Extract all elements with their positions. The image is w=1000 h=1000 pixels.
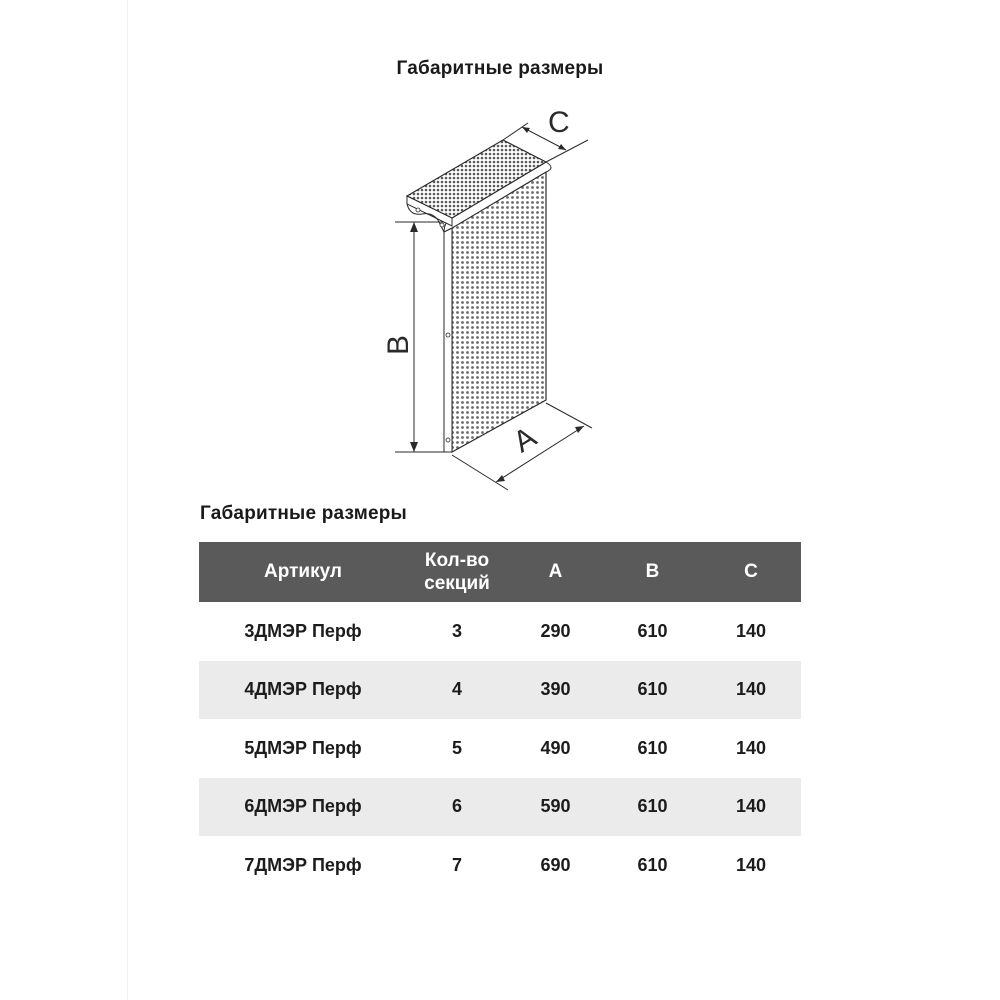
table-title: Габаритные размеры: [200, 503, 407, 524]
header-article: Артикул: [264, 561, 342, 582]
cell-sections: 7: [451, 854, 462, 875]
cell-a: 690: [540, 854, 571, 875]
cell-article: 5ДМЭР Перф: [244, 737, 362, 758]
cell-a: 590: [540, 796, 571, 817]
cell-b: 610: [637, 620, 668, 641]
header-sections-line2: секций: [424, 573, 490, 594]
cell-b: 610: [637, 796, 668, 817]
side-flange: [444, 228, 452, 452]
dimension-c-label: C: [548, 106, 570, 139]
header-a: A: [548, 561, 563, 582]
cell-a: 490: [540, 737, 571, 758]
radiator-screen-drawing: [360, 95, 620, 495]
cell-b: 610: [637, 679, 668, 700]
header-sections-line1: Кол-во: [424, 550, 490, 571]
header-sections: [407, 549, 507, 595]
header-b: B: [645, 561, 660, 582]
cell-article: 3ДМЭР Перф: [244, 620, 362, 641]
header-c: C: [744, 561, 758, 582]
table-row: [199, 661, 801, 720]
table-header: [199, 542, 801, 602]
cell-c: 140: [735, 796, 767, 817]
table-row: [199, 778, 801, 837]
cell-sections: 3: [451, 620, 462, 641]
table-row: [199, 602, 801, 661]
cell-a: 390: [540, 679, 571, 700]
dimensions-table: [199, 542, 801, 895]
drawing-title: Габаритные размеры: [396, 58, 604, 79]
cell-sections: 5: [451, 737, 462, 758]
table-row: [199, 836, 801, 895]
cell-c: 140: [735, 737, 767, 758]
cell-sections: 6: [451, 796, 462, 817]
cell-b: 610: [637, 737, 668, 758]
cell-c: 140: [735, 679, 767, 700]
table-row: [199, 719, 801, 778]
cell-article: 6ДМЭР Перф: [244, 796, 362, 817]
dimension-a-label: A: [507, 420, 543, 460]
dimension-b-label: B: [382, 334, 415, 356]
cell-c: 140: [735, 620, 767, 641]
cell-b: 610: [637, 854, 668, 875]
page-edge-line: [127, 0, 128, 1000]
cell-c: 140: [735, 854, 767, 875]
cell-article: 7ДМЭР Перф: [244, 854, 362, 875]
cell-sections: 4: [451, 679, 462, 700]
cell-a: 290: [540, 620, 571, 641]
cell-article: 4ДМЭР Перф: [244, 679, 362, 700]
